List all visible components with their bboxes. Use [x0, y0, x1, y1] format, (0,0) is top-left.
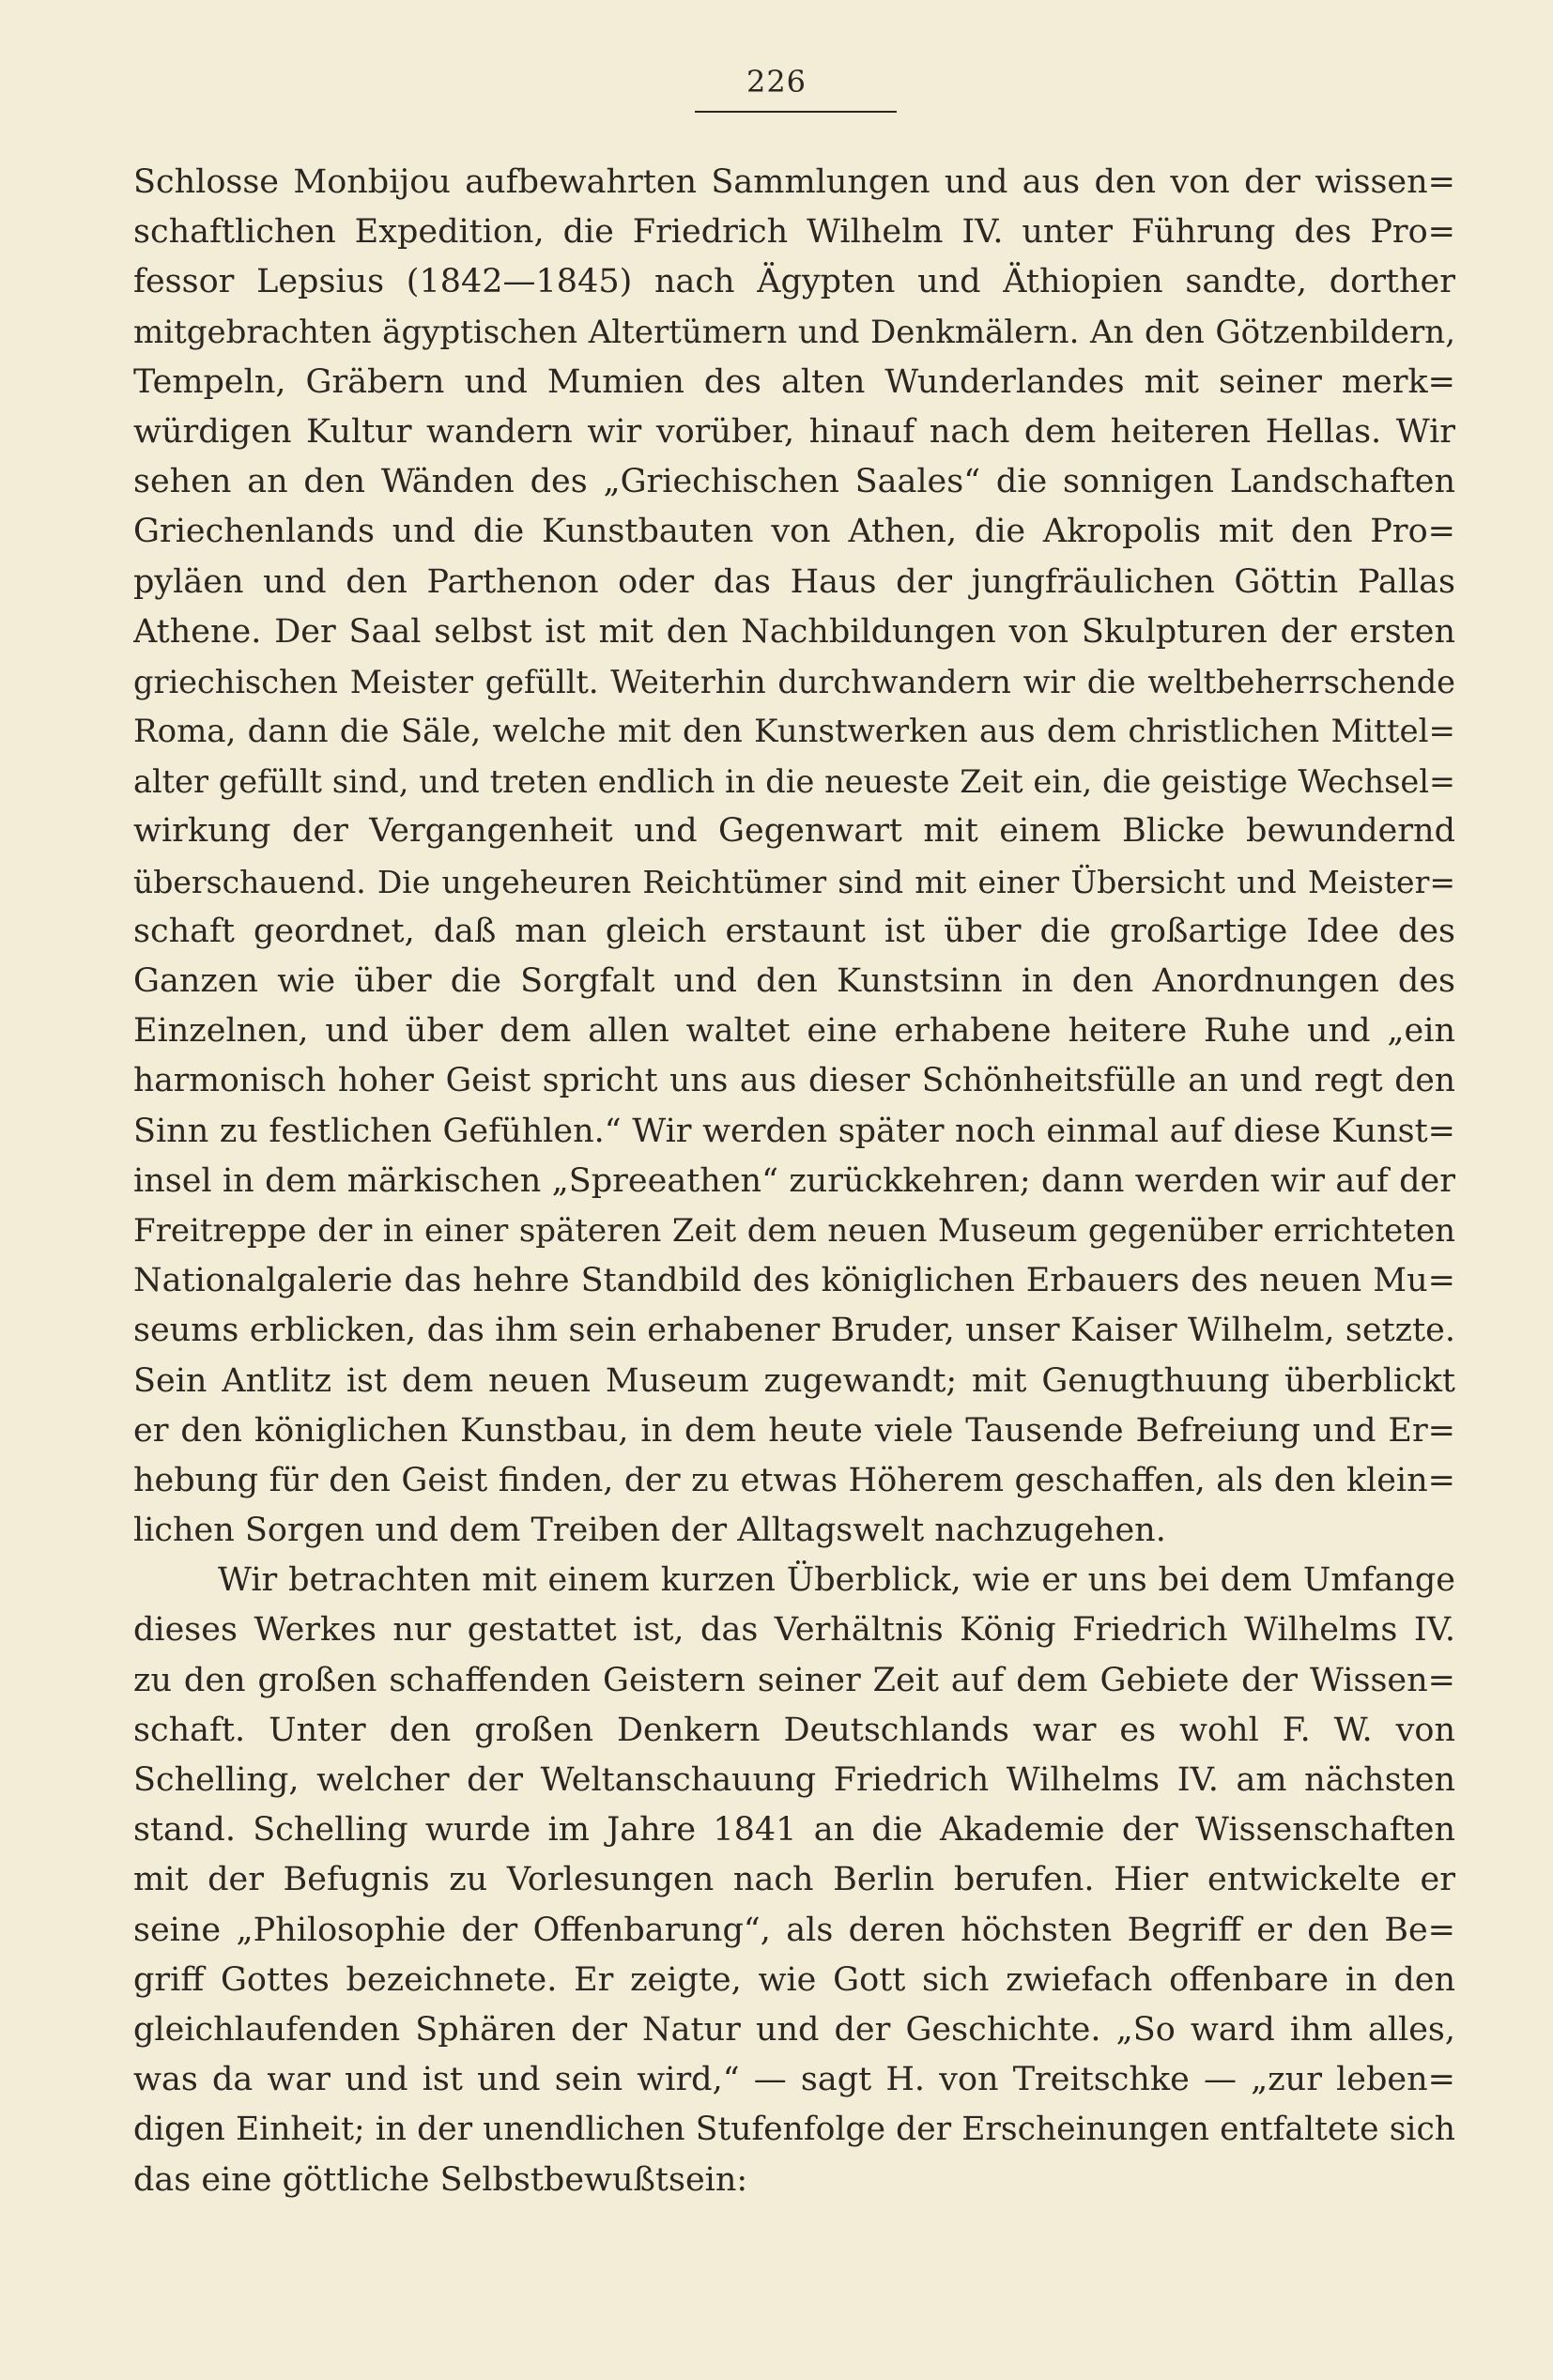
text-line: stand. Schelling wurde im Jahre 1841 an die Akademie der Wissenschaften — [133, 1811, 1455, 1850]
text-line: Tempeln, Gräbern und Mumien des alten Wunderlandes mit seiner merk= — [133, 362, 1455, 401]
text-line: Athene. Der Saal selbst ist mit den Nachbildungen von Skulpturen der ersten — [133, 612, 1455, 651]
text-line: Sein Antlitz ist dem neuen Museum zugewandt; mit Genugthuung überblickt — [133, 1361, 1455, 1400]
text-line: Schlosse Monbijou aufbewahrten Sammlungen und aus den von der wissen= — [133, 163, 1455, 201]
text-line: sehen an den Wänden des „Griechischen Saales“ die sonnigen Landschaften — [133, 463, 1455, 501]
text-line: Einzelnen, und über dem allen waltet eine erhabene heitere Ruhe und „ein — [133, 1012, 1455, 1051]
text-line: würdigen Kultur wandern wir vorüber, hinauf nach dem heiteren Hellas. Wir — [133, 412, 1455, 451]
text-line: Roma, dann die Säle, welche mit den Kunstwerken aus dem christlichen Mittel= — [133, 713, 1455, 751]
text-line: mitgebrachten ägyptischen Altertümern und Denkmälern. An den Götzenbildern, — [133, 313, 1455, 351]
text-line: pyläen und den Parthenon oder das Haus der jungfräulichen Göttin Pallas — [133, 562, 1455, 601]
text-line: alter gefüllt sind, und treten endlich in die neueste Zeit ein, die geistige Wechsel= — [133, 763, 1455, 801]
text-line: seums erblicken, das ihm sein erhabener Bruder, unser Kaiser Wilhelm, setzte. — [133, 1312, 1455, 1350]
body-text — [133, 158, 1455, 2205]
text-line: dieses Werkes nur gestattet ist, das Verhältnis König Friedrich Wilhelms IV. — [133, 1611, 1455, 1650]
text-line: schaft. Unter den großen Denkern Deutschlands war es wohl F. W. von — [133, 1711, 1455, 1749]
text-line: schaftlichen Expedition, die Friedrich Wilhelm IV. unter Führung des Pro= — [133, 213, 1455, 252]
text-line: harmonisch hoher Geist spricht uns aus dieser Schönheitsfülle an und regt den — [133, 1062, 1455, 1100]
text-line: mit der Befugnis zu Vorlesungen nach Berlin berufen. Hier entwickelte er — [133, 1861, 1455, 1899]
text-line: er den königlichen Kunstbau, in dem heute viele Tausende Befreiung und Er= — [133, 1411, 1455, 1450]
text-line: hebung für den Geist finden, der zu etwas Höherem geschaffen, als den klein= — [133, 1461, 1455, 1499]
text-line: zu den großen schaffenden Geistern seiner Zeit auf dem Gebiete der Wissen= — [133, 1661, 1455, 1699]
text-line: Griechenlands und die Kunstbauten von Athen, die Akropolis mit den Pro= — [133, 513, 1455, 551]
text-line: Wir betrachten mit einem kurzen Überblick, wie er uns bei dem Umfange — [218, 1561, 1455, 1600]
text-line: gleichlaufenden Sphären der Natur und der Geschichte. „So ward ihm alles, — [133, 2010, 1455, 2049]
text-line: wirkung der Vergangenheit und Gegenwart mit einem Blicke bewundernd — [133, 812, 1455, 851]
text-line: das eine göttliche Selbstbewußtsein: — [133, 2160, 748, 2199]
text-line: schaft geordnet, daß man gleich erstaunt ist über die großartige Idee des — [133, 912, 1455, 950]
text-line: Freitreppe der in einer späteren Zeit dem neuen Museum gegenüber errichteten — [133, 1211, 1455, 1250]
text-line: Ganzen wie über die Sorgfalt und den Kunstsinn in den Anordnungen des — [133, 962, 1455, 1000]
text-line: Sinn zu festlichen Gefühlen.“ Wir werden später noch einmal auf diese Kunst= — [133, 1112, 1455, 1150]
text-line: griechischen Meister gefüllt. Weiterhin durchwandern wir die weltbeherrschende — [133, 663, 1455, 700]
paragraph-1 — [133, 158, 1455, 1556]
text-line: insel in dem märkischen „Spreeathen“ zurückkehren; dann werden wir auf der — [133, 1161, 1455, 1200]
text-line: digen Einheit; in der unendlichen Stufenfolge der Erscheinungen entfaltete sich — [133, 2111, 1455, 2149]
text-line: Nationalgalerie das hehre Standbild des königlichen Erbauers des neuen Mu= — [133, 1262, 1455, 1300]
text-line: überschauend. Die ungeheuren Reichtümer sind mit einer Übersicht und Meister= — [133, 863, 1455, 900]
page-number: 226 — [746, 64, 807, 100]
text-line: fessor Lepsius (1842—1845) nach Ägypten und Äthiopien sandte, dorther — [133, 263, 1455, 301]
header-rule — [695, 111, 897, 113]
text-line: lichen Sorgen und dem Treiben der Alltagswelt nachzugehen. — [133, 1512, 1166, 1550]
text-line: griff Gottes bezeichnete. Er zeigte, wie Gott sich zwiefach offenbare in den — [133, 1960, 1455, 1999]
text-line: Schelling, welcher der Weltanschauung Friedrich Wilhelms IV. am nächsten — [133, 1761, 1455, 1799]
paragraph-2 — [133, 1556, 1455, 2204]
text-line: seine „Philosophie der Offenbarung“, als deren höchsten Begriff er den Be= — [133, 1911, 1455, 1949]
text-line: was da war und ist und sein wird,“ — sagt H. von Treitschke — „zur leben= — [133, 2061, 1455, 2099]
